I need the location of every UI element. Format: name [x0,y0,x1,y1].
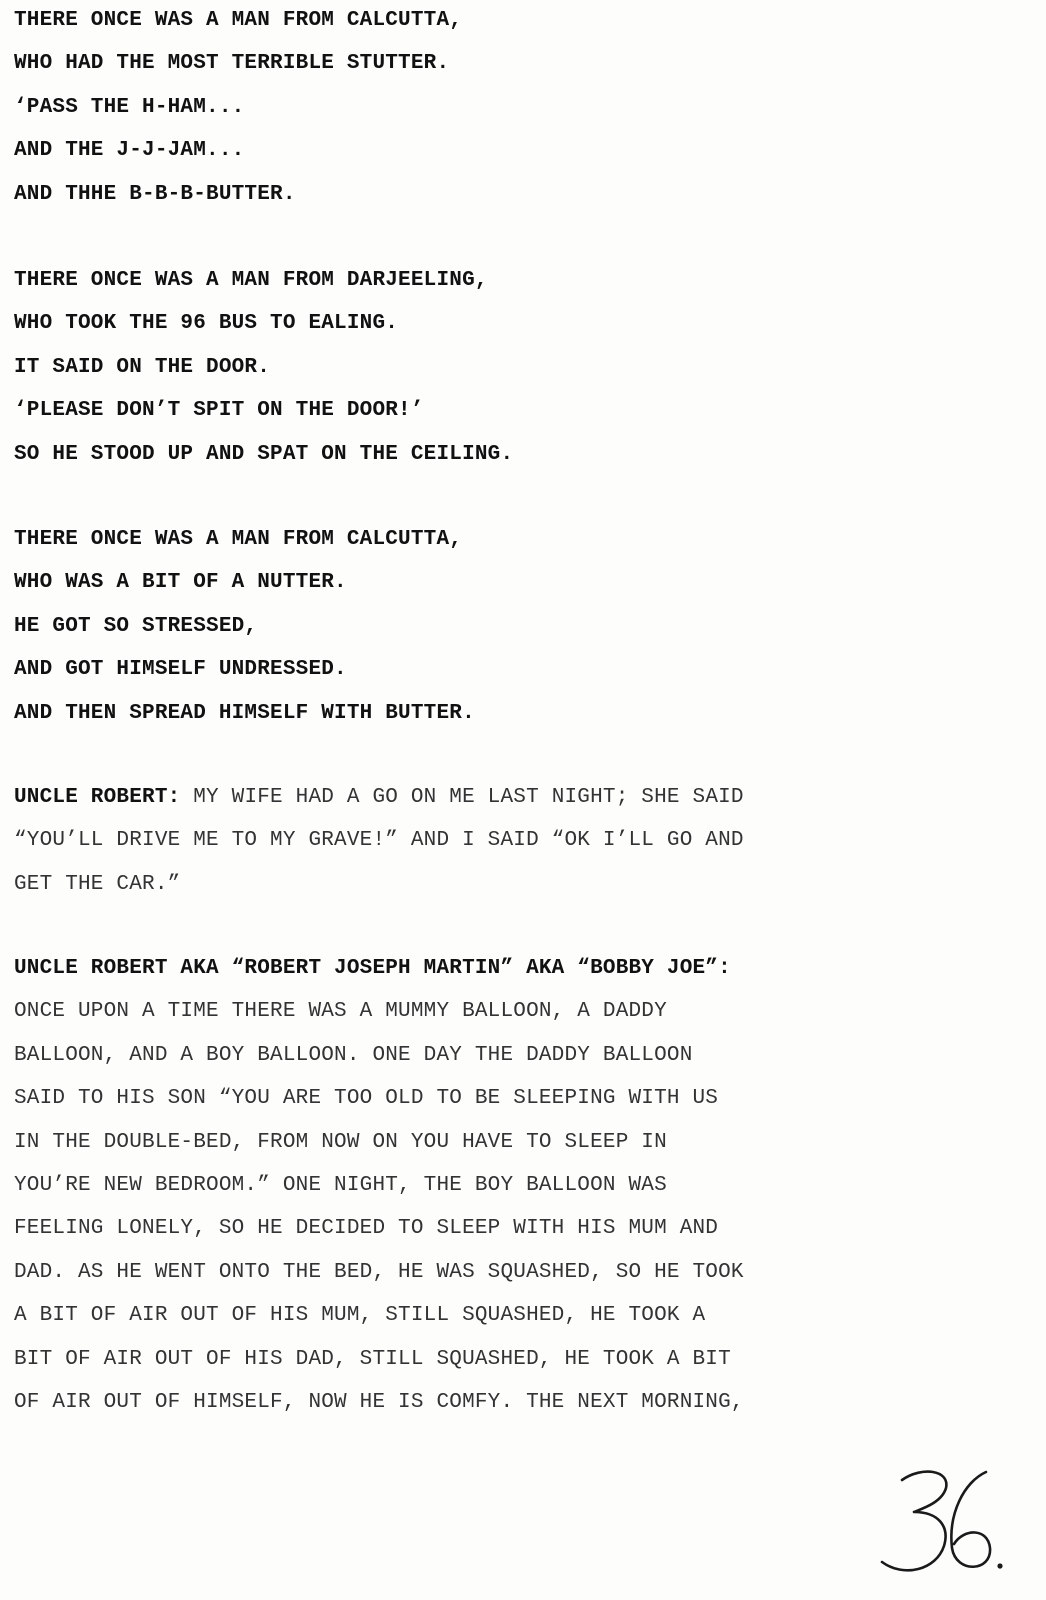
uncle-robert-joke [14,776,744,906]
verse-line: AND THE J-J-JAM... [14,139,245,163]
verse-line: THERE ONCE WAS A MAN FROM CALCUTTA, [14,9,463,32]
balloon-story [14,947,744,1424]
story-line: A BIT OF AIR OUT OF HIS MUM, STILL SQUASHED, HE TOOK A [14,1304,706,1328]
speaker-label: UNCLE ROBERT: [14,786,181,809]
story-line: ONCE UPON A TIME THERE WAS A MUMMY BALLOON, A DADDY [14,1000,667,1024]
story-line: DAD. AS HE WENT ONTO THE BED, HE WAS SQUASHED, SO HE TOOK [14,1260,744,1284]
verse-line: AND THEN SPREAD HIMSELF WITH BUTTER. [14,701,475,725]
story-line: IN THE DOUBLE-BED, FROM NOW ON YOU HAVE TO SLEEP IN [14,1130,667,1154]
joke-line: GET THE CAR.” [14,872,181,896]
limerick-2 [14,259,513,476]
joke-line: “YOU’LL DRIVE ME TO MY GRAVE!” AND I SAID “OK I’LL GO AND [14,829,744,853]
joke-text: MY WIFE HAD A GO ON ME LAST NIGHT; SHE SAID [180,786,744,809]
verse-line: WHO WAS A BIT OF A NUTTER. [14,571,347,595]
story-line: FEELING LONELY, SO HE DECIDED TO SLEEP WITH HIS MUM AND [14,1217,719,1241]
story-line: OF AIR OUT OF HIMSELF, NOW HE IS COMFY. THE NEXT MORNING, [14,1390,744,1414]
verse-line: WHO HAD THE MOST TERRIBLE STUTTER. [14,52,450,76]
story-line: BALLOON, AND A BOY BALLOON. ONE DAY THE DADDY BALLOON [14,1043,693,1067]
handwritten-page-number [864,1462,1004,1582]
story-line: BIT OF AIR OUT OF HIS DAD, STILL SQUASHED, HE TOOK A BIT [14,1347,731,1371]
joke-line [14,776,744,819]
verse-line: IT SAID ON THE DOOR. [14,355,271,379]
verse-line: SO HE STOOD UP AND SPAT ON THE CEILING. [14,442,514,466]
story-line: SAID TO HIS SON “YOU ARE TOO OLD TO BE SLEEPING WITH US [14,1087,719,1111]
story-line: YOU’RE NEW BEDROOM.” ONE NIGHT, THE BOY BALLOON WAS [14,1173,667,1197]
verse-line: AND GOT HIMSELF UNDRESSED. [14,658,347,682]
verse-line: THERE ONCE WAS A MAN FROM CALCUTTA, [14,528,463,551]
limerick-1 [14,0,462,216]
limerick-3 [14,518,475,735]
verse-line: ‘PLEASE DON’T SPIT ON THE DOOR!’ [14,399,424,423]
verse-line: ‘PASS THE H-HAM... [14,95,245,119]
verse-line: AND THHE B-B-B-BUTTER. [14,182,296,206]
verse-line: THERE ONCE WAS A MAN FROM DARJEELING, [14,269,488,292]
verse-line: HE GOT SO STRESSED, [14,614,258,638]
speaker-label: UNCLE ROBERT AKA “ROBERT JOSEPH MARTIN” AKA “BOBBY JOE”: [14,957,731,980]
verse-line: WHO TOOK THE 96 BUS TO EALING. [14,312,399,336]
